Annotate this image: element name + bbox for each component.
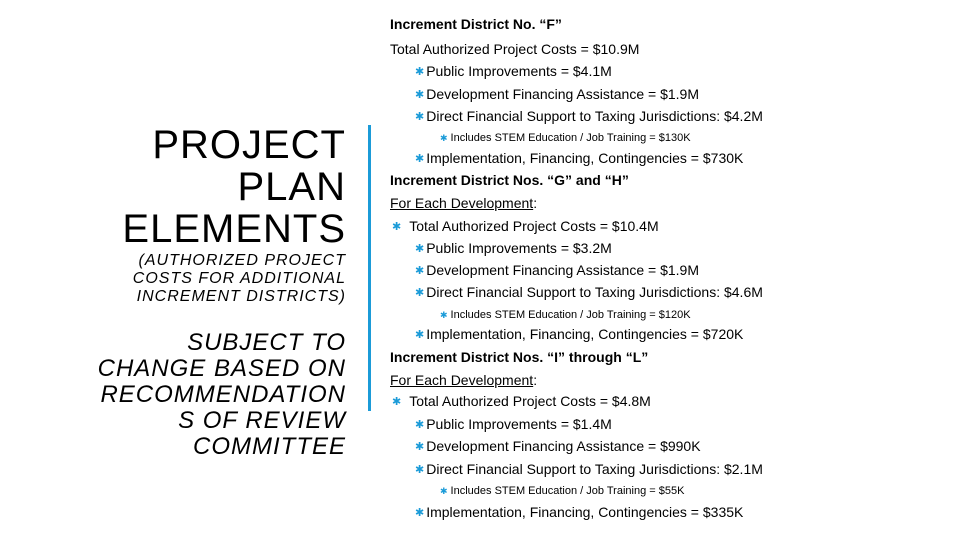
subject-line: RECOMMENDATION: [100, 381, 346, 408]
asterisk-bullet-icon: ✱: [440, 310, 448, 320]
list-item: [415, 325, 743, 344]
district-f-heading: Increment District No. “F”: [390, 16, 562, 32]
asterisk-bullet-icon: ✱: [415, 329, 425, 341]
for-each-development: [390, 194, 537, 212]
for-each-development-label: For Each Development: [390, 195, 534, 211]
subject-to-change-note: [0, 330, 346, 460]
district-f-total: Total Authorized Project Costs = $10.9M: [390, 41, 640, 57]
subject-line: CHANGE BASED ON: [97, 355, 346, 382]
item-text: Includes STEM Education / Job Training = $120K: [450, 309, 691, 321]
item-text: Includes STEM Education / Job Training = $130K: [450, 132, 691, 144]
asterisk-bullet-icon: ✱: [415, 66, 425, 78]
asterisk-bullet-icon: ✱: [415, 507, 425, 519]
list-item: [392, 217, 659, 236]
left-panel: [0, 0, 346, 540]
vertical-divider: [368, 125, 371, 411]
list-item: [440, 306, 691, 324]
list-item: [415, 149, 743, 168]
list-item: [440, 129, 691, 147]
list-item: [415, 62, 612, 81]
list-item: [440, 482, 684, 500]
asterisk-bullet-icon: ✱: [415, 419, 425, 431]
list-item: [415, 415, 612, 434]
subject-line: COMMITTEE: [193, 433, 346, 460]
list-item: [415, 261, 699, 280]
list-item: [415, 239, 612, 258]
asterisk-bullet-icon: ✱: [392, 221, 402, 233]
asterisk-bullet-icon: ✱: [415, 243, 425, 255]
district-gh-heading: Increment District Nos. “G” and “H”: [390, 172, 629, 188]
item-text: Implementation, Financing, Contingencies = $720K: [426, 326, 744, 342]
asterisk-bullet-icon: ✱: [415, 153, 425, 165]
list-item: [415, 85, 699, 104]
asterisk-bullet-icon: ✱: [415, 464, 425, 476]
subject-line: S OF REVIEW: [178, 407, 346, 434]
colon: :: [533, 195, 538, 211]
item-text: Development Financing Assistance = $1.9M: [426, 86, 699, 102]
district-il-heading: Increment District Nos. “I” through “L”: [390, 349, 649, 365]
for-each-development-label: For Each Development: [390, 372, 534, 388]
subtitle-line: INCREMENT DISTRICTS): [136, 288, 346, 305]
asterisk-bullet-icon: ✱: [440, 486, 448, 496]
item-text: Public Improvements = $4.1M: [426, 63, 612, 79]
list-item: [415, 503, 743, 522]
for-each-development: [390, 371, 537, 389]
item-text: Total Authorized Project Costs = $10.4M: [409, 218, 659, 234]
list-item: [415, 460, 763, 479]
slide-title: [0, 124, 346, 250]
item-text: Public Improvements = $3.2M: [426, 240, 612, 256]
asterisk-bullet-icon: ✱: [392, 396, 402, 408]
list-item: [415, 283, 763, 302]
item-text: Development Financing Assistance = $990K: [426, 438, 701, 454]
list-item: [392, 392, 651, 411]
item-text: Includes STEM Education / Job Training = $55K: [450, 485, 685, 497]
item-text: Direct Financial Support to Taxing Jurisdictions: $4.6M: [426, 284, 763, 300]
item-text: Direct Financial Support to Taxing Jurisdictions: $4.2M: [426, 108, 763, 124]
title-line: PLAN: [237, 165, 346, 209]
item-text: Direct Financial Support to Taxing Jurisdictions: $2.1M: [426, 461, 763, 477]
title-line: PROJECT: [152, 123, 346, 167]
asterisk-bullet-icon: ✱: [415, 89, 425, 101]
subtitle-line: COSTS FOR ADDITIONAL: [132, 270, 346, 287]
item-text: Development Financing Assistance = $1.9M: [426, 262, 699, 278]
asterisk-bullet-icon: ✱: [415, 111, 425, 123]
subtitle-line: (AUTHORIZED PROJECT: [138, 252, 346, 269]
asterisk-bullet-icon: ✱: [415, 441, 425, 453]
colon: :: [533, 372, 538, 388]
subject-line: SUBJECT TO: [187, 329, 346, 356]
item-text: Implementation, Financing, Contingencies = $335K: [426, 504, 744, 520]
item-text: Implementation, Financing, Contingencies = $730K: [426, 150, 744, 166]
slide-subtitle: [0, 252, 346, 306]
asterisk-bullet-icon: ✱: [415, 287, 425, 299]
title-line: ELEMENTS: [122, 207, 346, 251]
item-text: Total Authorized Project Costs = $4.8M: [409, 393, 651, 409]
list-item: [415, 107, 763, 126]
list-item: [415, 437, 701, 456]
asterisk-bullet-icon: ✱: [415, 265, 425, 277]
asterisk-bullet-icon: ✱: [440, 133, 448, 143]
item-text: Public Improvements = $1.4M: [426, 416, 612, 432]
